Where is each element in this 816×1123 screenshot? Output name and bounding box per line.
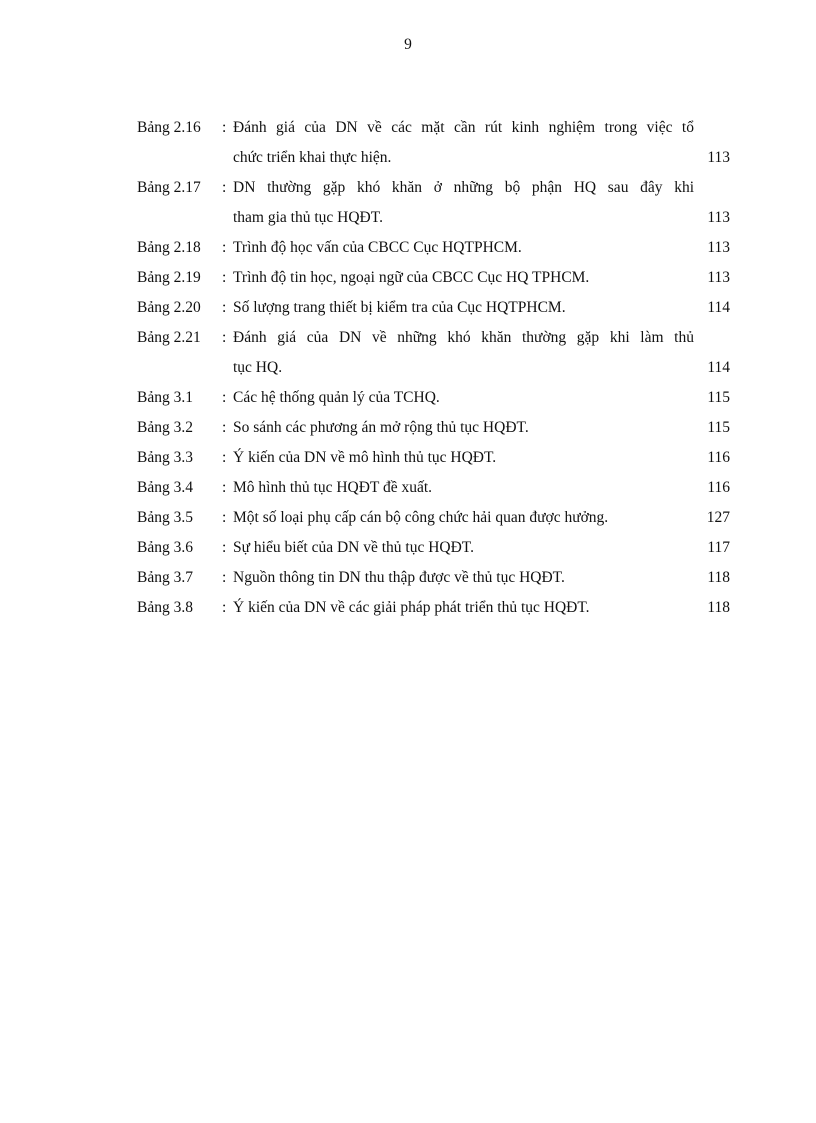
entry-label: Bảng 2.18 <box>137 239 201 256</box>
toc-entry-bang-2-18[interactable] <box>137 233 730 263</box>
page-number: 9 <box>404 36 412 53</box>
entry-label: Bảng 2.17 <box>137 179 201 196</box>
entry-page: 118 <box>707 569 730 586</box>
entry-label: Bảng 3.4 <box>137 479 193 496</box>
entry-title-line2: tham gia thủ tục HQĐT. <box>233 209 383 226</box>
toc-entry-bang-3-3[interactable] <box>137 443 730 473</box>
entry-colon: : <box>222 509 227 526</box>
entry-page: 118 <box>707 599 730 616</box>
entry-title: Nguồn thông tin DN thu thập được về thủ tục HQĐT. <box>233 569 565 586</box>
entry-title: Số lượng trang thiết bị kiểm tra của Cục HQTPHCM. <box>233 299 566 316</box>
entry-colon: : <box>222 299 227 316</box>
toc-entry-bang-3-6[interactable] <box>137 533 730 563</box>
entry-colon: : <box>222 269 227 286</box>
entry-label: Bảng 3.5 <box>137 509 193 526</box>
entry-colon: : <box>222 239 227 256</box>
toc-entry-bang-2-19[interactable] <box>137 263 730 293</box>
entry-colon: : <box>222 329 227 346</box>
entry-page: 113 <box>707 269 730 286</box>
entry-title: Mô hình thủ tục HQĐT đề xuất. <box>233 479 433 496</box>
entry-title: Ý kiến của DN về các giải pháp phát triển thủ tục HQĐT. <box>233 599 590 616</box>
toc-entry-bang-3-5[interactable] <box>137 503 730 533</box>
toc-entry-bang-3-4[interactable] <box>137 473 730 503</box>
toc-entry-bang-3-2[interactable] <box>137 413 730 443</box>
entry-page: 113 <box>707 209 730 226</box>
entry-label: Bảng 3.1 <box>137 389 193 406</box>
entry-label: Bảng 3.6 <box>137 539 193 556</box>
entry-title-line1: DN thường gặp khó khăn ở những bộ phận HQ sau đây khi <box>233 179 694 196</box>
toc-entry-bang-2-21[interactable] <box>137 323 730 383</box>
entry-label: Bảng 2.20 <box>137 299 201 316</box>
entry-colon: : <box>222 389 227 406</box>
entry-page: 116 <box>707 449 730 466</box>
table-list <box>137 113 730 623</box>
entry-colon: : <box>222 539 227 556</box>
toc-entry-bang-3-1[interactable] <box>137 383 730 413</box>
entry-label: Bảng 2.21 <box>137 329 201 346</box>
entry-page: 114 <box>707 359 730 376</box>
entry-title: Trình độ tin học, ngoại ngữ của CBCC Cục HQ TPHCM. <box>233 269 590 286</box>
entry-title: Sự hiểu biết của DN về thủ tục HQĐT. <box>233 539 474 556</box>
entry-title: Một số loại phụ cấp cán bộ công chức hải quan được hưởng. <box>233 509 609 526</box>
entry-title-line2: chức triển khai thực hiện. <box>233 149 392 166</box>
toc-entry-bang-2-17[interactable] <box>137 173 730 233</box>
toc-entry-bang-3-8[interactable] <box>137 593 730 623</box>
toc-entry-bang-2-16[interactable] <box>137 113 730 173</box>
entry-colon: : <box>222 569 227 586</box>
entry-colon: : <box>222 179 227 196</box>
entry-colon: : <box>222 599 227 616</box>
entry-title-line2: tục HQ. <box>233 359 283 376</box>
entry-page: 113 <box>707 149 730 166</box>
entry-colon: : <box>222 449 227 466</box>
entry-title: Trình độ học vấn của CBCC Cục HQTPHCM. <box>233 239 522 256</box>
entry-title: So sánh các phương án mở rộng thủ tục HQĐT. <box>233 419 529 436</box>
entry-colon: : <box>222 119 227 136</box>
entry-label: Bảng 2.16 <box>137 119 201 136</box>
entry-colon: : <box>222 419 227 436</box>
entry-colon: : <box>222 479 227 496</box>
entry-page: 115 <box>707 389 730 406</box>
entry-title-line1: Đánh giá của DN về những khó khăn thường gặp khi làm thủ <box>233 329 694 346</box>
entry-title: Ý kiến của DN về mô hình thủ tục HQĐT. <box>233 449 497 466</box>
entry-label: Bảng 3.2 <box>137 419 193 436</box>
entry-page: 114 <box>707 299 730 316</box>
toc-entry-bang-3-7[interactable] <box>137 563 730 593</box>
entry-page: 115 <box>707 419 730 436</box>
entry-label: Bảng 3.7 <box>137 569 193 586</box>
entry-title: Các hệ thống quản lý của TCHQ. <box>233 389 440 406</box>
entry-label: Bảng 2.19 <box>137 269 201 286</box>
entry-label: Bảng 3.3 <box>137 449 193 466</box>
entry-label: Bảng 3.8 <box>137 599 193 616</box>
entry-page: 113 <box>707 239 730 256</box>
entry-page: 116 <box>707 479 730 496</box>
entry-title-line1: Đánh giá của DN về các mặt cần rút kinh nghiệm trong việc tổ <box>233 119 694 136</box>
entry-page: 117 <box>707 539 730 556</box>
entry-page: 127 <box>706 509 730 526</box>
toc-entry-bang-2-20[interactable] <box>137 293 730 323</box>
